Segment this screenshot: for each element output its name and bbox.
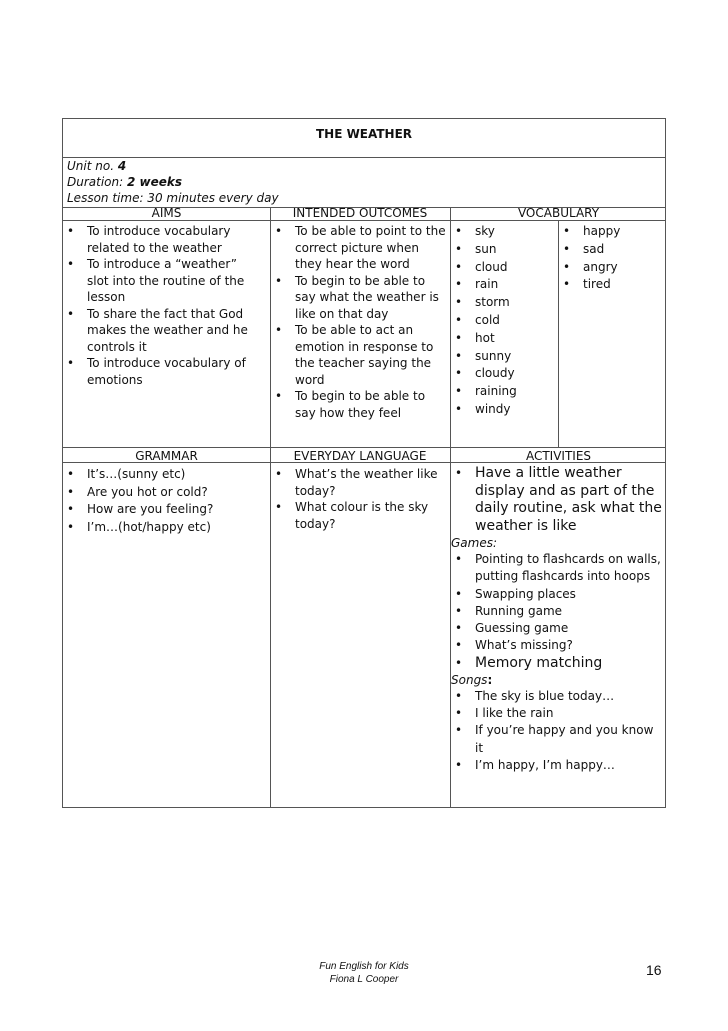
vocabulary-header: VOCABULARY	[517, 206, 600, 220]
outcome-item: • To be able to point to the correct picture when they hear the word	[271, 223, 446, 273]
activities-cell	[451, 465, 665, 774]
aim-item: • To introduce vocabulary of emotions	[63, 355, 253, 388]
songs-label: Songs:	[451, 672, 493, 687]
vocab-emotions-list	[559, 223, 664, 294]
vocab-item: • raining	[451, 383, 556, 401]
games-last-list	[451, 655, 665, 672]
game-item: • Running game	[451, 603, 665, 620]
outcome-item: • To begin to be able to say how they feel	[271, 388, 446, 421]
grammar-item: • It’s…(sunny etc)	[63, 466, 263, 484]
vocab-item: • sky	[451, 223, 556, 241]
game-item: • Pointing to flashcards on walls, putting flashcards into hoops	[451, 551, 665, 586]
outcomes-list	[271, 223, 446, 421]
row-divider	[63, 220, 665, 221]
game-item: • Memory matching	[451, 655, 665, 672]
lesson-meta	[67, 158, 279, 206]
vocab-item: • cloud	[451, 259, 556, 277]
outcome-item: • To begin to be able to say what the weather is like on that day	[271, 273, 446, 323]
everyday-item: • What’s the weather like today?	[271, 466, 441, 499]
vocab-item: • happy	[559, 223, 664, 241]
vocab-item: • sun	[451, 241, 556, 259]
footer-book-title: Fun English for Kids	[319, 961, 409, 972]
page-footer	[0, 960, 728, 986]
vocab-item: • cold	[451, 312, 556, 330]
everyday-item: • What colour is the sky today?	[271, 499, 441, 532]
game-item: • Guessing game	[451, 620, 665, 637]
song-item: • I like the rain	[451, 705, 665, 722]
song-item: • The sky is blue today…	[451, 688, 665, 705]
grammar-item: • Are you hot or cold?	[63, 484, 263, 502]
outcome-item: • To be able to act an emotion in response to the teacher saying the word	[271, 322, 446, 388]
songs-list	[451, 688, 665, 774]
lesson-title: THE WEATHER	[315, 127, 413, 141]
vocab-item: • storm	[451, 294, 556, 312]
grammar-list	[63, 466, 263, 536]
everyday-list	[271, 466, 441, 532]
game-item: • What’s missing?	[451, 637, 665, 654]
lesson-plan-table	[62, 118, 666, 808]
unit-line: Unit no. 4	[67, 159, 127, 173]
duration-line: Duration: 2 weeks	[67, 175, 183, 189]
aim-item: • To introduce vocabulary related to the weather	[63, 223, 253, 256]
activities-header: ACTIVITIES	[525, 449, 592, 463]
activity-item: • Have a little weather display and as part of the daily routine, ask what the weather is like	[451, 465, 665, 535]
grammar-item: • How are you feeling?	[63, 501, 263, 519]
outcomes-header: INTENDED OUTCOMES	[292, 206, 428, 220]
footer-author: Fiona L Cooper	[329, 974, 399, 985]
aims-header: AIMS	[151, 206, 182, 220]
aims-list	[63, 223, 253, 388]
grammar-item: • I’m…(hot/happy etc)	[63, 519, 263, 537]
row-divider	[63, 447, 665, 448]
vocab-item: • sad	[559, 241, 664, 259]
vocab-weather-list	[451, 223, 556, 419]
vocab-item: • windy	[451, 401, 556, 419]
song-item: • If you’re happy and you know it	[451, 722, 665, 757]
games-list	[451, 551, 665, 655]
game-item: • Swapping places	[451, 586, 665, 603]
vocab-item: • tired	[559, 276, 664, 294]
vocab-item: • angry	[559, 259, 664, 277]
vocab-item: • hot	[451, 330, 556, 348]
vocab-item: • rain	[451, 276, 556, 294]
games-label: Games:	[451, 536, 498, 550]
aim-item: • To share the fact that God makes the weather and he controls it	[63, 306, 253, 356]
song-item: • I’m happy, I’m happy…	[451, 757, 665, 774]
vocab-item: • sunny	[451, 348, 556, 366]
everyday-header: EVERYDAY LANGUAGE	[293, 449, 427, 463]
vocab-item: • cloudy	[451, 365, 556, 383]
lesson-time-line: Lesson time: 30 minutes every day	[67, 191, 279, 205]
grammar-header: GRAMMAR	[135, 449, 198, 463]
aim-item: • To introduce a “weather” slot into the routine of the lesson	[63, 256, 253, 306]
activities-main-list	[451, 465, 665, 535]
page-number: 16	[646, 962, 662, 978]
